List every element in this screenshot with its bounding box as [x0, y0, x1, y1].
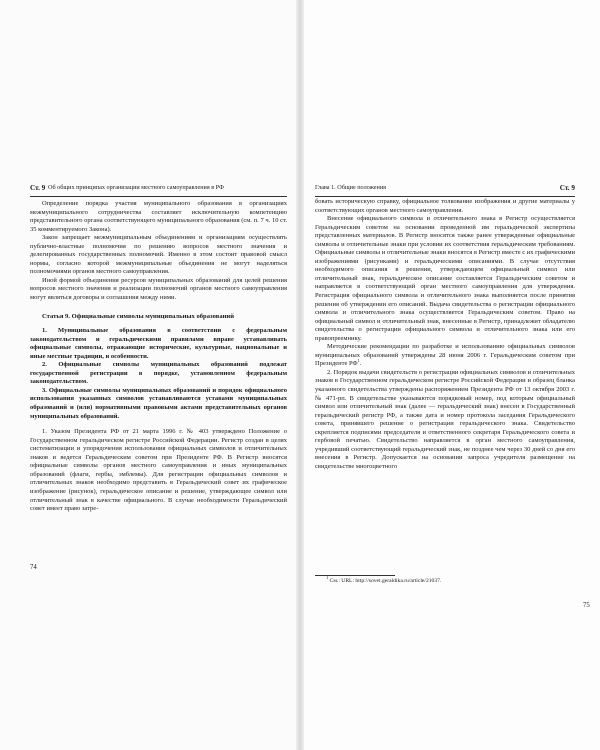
- right-page-number: 75: [583, 602, 590, 609]
- book-gutter: [296, 0, 304, 750]
- footnote: [326, 575, 442, 584]
- methodical-text: Методические рекомендации по разработке и использованию официальных символов муниципальных образований утверждены 28 июня 2006 г. Геральдическим советом при Президенте РФ: [315, 343, 575, 368]
- right-page: [300, 0, 600, 750]
- right-body-text: [315, 198, 575, 472]
- right-header-article-number: Ст. 9: [559, 184, 575, 192]
- left-paragraph: Закон запрещает межмуниципальным объединениям и организациям осуществлять публично-властные полномочия по решению вопросов местного значения и делегированных государственных полномочий. Именно в этом состоит правовой смысл нормы, согласно которой межмуниципальные объединения не могут наделяться полномочиями органов местного самоуправления.: [30, 234, 287, 276]
- left-page-number: 74: [30, 564, 37, 571]
- left-header-article-number: Ст. 9: [30, 184, 46, 192]
- right-header-rule: [315, 196, 575, 197]
- right-paragraph: Внесение официального символа и отличительного знака в Регистр осуществляется Геральдическим советом на основании проведенной им геральдической экспертизы представленных материалов. В Регистр вносятся также ранее утвержденные официальные символы и отличительные знаки при условии их соответствия геральдическим требованиям. Официальные символы и отличительные знаки вносятся в Регистр вместе с их графическими изображениями (рисунками) и геральдическими описаниями. В случае отсутствия необходимого описания в решении, утверждающем официальный символ или отличительный знак, геральдическое описание составляется Геральдическим советом и направляется в соответствующий орган местного самоуправления для утверждения. Регистрация официального символа и отличительного знака выполняется после принятия решения об утверждении его описаний. Выдача свидетельства о регистрации официального символа и отличительного знака осуществляется Геральдическим советом. Право на официальный символ и отличительный знак, внесенные в Регистр, принадлежит обладателю свидетельства о регистрации официального символа и отличительного знака или его правопреемнику.: [315, 215, 575, 342]
- article-heading: Статья 9. Официальные символы муниципальных образований: [42, 312, 235, 320]
- left-header-rule: [30, 196, 287, 197]
- right-header-title: Глава 1. Общие положения: [315, 184, 387, 191]
- footnote-reference: 1: [357, 358, 360, 364]
- article-clause: 1. Муниципальные образования в соответствии с федеральным законодательством и геральдическими правилами вправе устанавливать официальные символы, отражающие исторические, культурные, национальные и иные местные традиции, и особенности.: [30, 327, 287, 360]
- left-body-text: [30, 200, 287, 514]
- footnote-text: См.: URL: http://sovet.geraldika.ru/article/21037.: [329, 578, 442, 584]
- left-paragraph: Иной формой объединения ресурсов муниципальных образований для целей решения вопросов местного значения и реализации полномочий органов местного самоуправления могут являться договоры и соглашения между ними.: [30, 276, 287, 302]
- left-paragraph: Определение порядка участия муниципального образования в организациях межмуниципального сотрудничества составляет исключительную компетенцию представительного органа соответствующего муниципального образования (см. п. 7 ч. 10 ст. 35 комментируемого Закона).: [30, 200, 287, 233]
- methodical-paragraph: Методические рекомендации по разработке и использованию официальных символов муниципальных образований утверждены 28 июня 2006 г. Геральдическим советом при Президенте $РФ^1$.: [315, 343, 575, 368]
- continuation-paragraph: бовать историческую справку, официальное толкование изображения и другие материалы у соответствующих органов местного самоуправления.: [315, 198, 575, 214]
- footnote-marker: 1: [326, 575, 329, 581]
- article-clause: 2. Официальные символы муниципальных образований подлежат государственной регистрации в порядке, установленном федеральным законодательством.: [30, 361, 287, 386]
- commentary-paragraph: 1. Указом Президента РФ от 21 марта 1996 г. № 403 утверждено Положение о Государственном геральдическом регистре Российской Федерации. Регистр создан в целях систематизации и упорядочения использования официальных символов и отличительных знаков и ведется Геральдическим советом при Президенте РФ. В Регистр вносятся официальные символы органов местного самоуправления и иных муниципальных образований (флаги, гербы, эмблемы). Для регистрации официальных символов и отличительных знаков необходимо представить в Геральдический совет их графическое изображение (рисунок), геральдическое описание и решение, утверждающее символ или отличительный знак в качестве официального. В случае необходимости Геральдический совет имеет право затре-: [30, 428, 287, 513]
- right-paragraph: 2. Порядок выдачи свидетельств о регистрации официальных символов и отличительных знаков в Государственном геральдическом регистре Российской Федерации и образец бланка указанного свидетельства утверждены распоряжением Президента РФ от 13 октября 2003 г. № 471-рп. В свидетельстве указываются порядковый номер, под которым официальный символ или отличительный знак (далее — геральдический знак) внесен в Государственный геральдический регистр РФ, а также дата и номер протокола заседания Геральдического совета, принявшего решение о регистрации геральдического знака. Свидетельство скрепляется подписями председателя и ответственного секретаря Геральдического совета и гербовой печатью. Свидетельство направляется в орган местного самоуправления, учредивший соответствующий геральдический знак, не позднее чем через 30 дней со дня его внесения в Регистр. Допускается на основании запроса учредителя размещение на свидетельстве многоцветного: [315, 368, 575, 470]
- article-clause: 3. Официальные символы муниципальных образований и порядок официального использования указанных символов устанавливаются уставами муниципальных образований и (или) нормативными правовыми актами представительных органов муниципальных образований.: [30, 386, 287, 420]
- left-header-title: Об общих принципах организации местного самоуправления в РФ: [48, 184, 224, 191]
